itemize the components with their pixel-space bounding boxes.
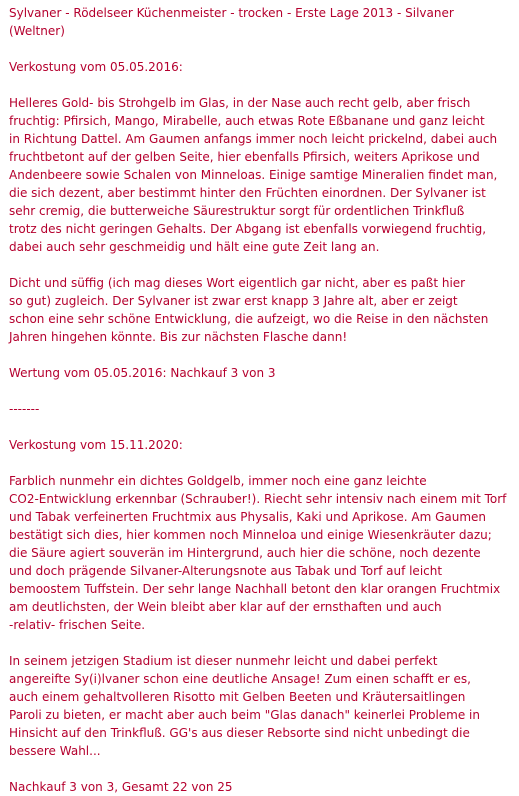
text-line: Dicht und süffig (ich mag dieses Wort eigentlich gar nicht, aber es paßt hier [9,276,466,290]
text-line: die sich dezent, aber bestimmt hinter den Früchten einordnen. Der Sylvaner ist [9,186,486,200]
wine-title-line: (Weltner) [9,24,65,38]
tasting-section-2016 [9,58,513,382]
tasting-paragraph [9,94,513,256]
text-line: fruchtig: Pfirsich, Mango, Mirabelle, auch etwas Rote Eßbanane und ganz leicht [9,114,485,128]
tasting-heading: Verkostung vom 05.05.2016: [9,60,183,74]
text-line: Farblich nunmehr ein dichtes Goldgelb, immer noch eine ganz leichte [9,474,427,488]
section-separator: ------- [9,402,40,416]
text-line: schon eine sehr schöne Entwicklung, die aufzeigt, wo die Reise in den nächsten [9,312,489,326]
text-line: in Richtung Dattel. Am Gaumen anfangs immer noch leicht prickelnd, dabei auch [9,132,498,146]
rating-line: Wertung vom 05.05.2016: Nachkauf 3 von 3 [9,366,276,380]
text-line: bessere Wahl... [9,744,101,758]
text-line: dabei auch sehr geschmeidig und hält eine gute Zeit lang an. [9,240,380,254]
blank-line [9,76,513,94]
text-line: In seinem jetzigen Stadium ist dieser nunmehr leicht und dabei perfekt [9,654,438,668]
text-line: auch einem gehaltvolleren Risotto mit Gelben Beeten und Kräutersaitlingen [9,690,466,704]
text-line: Jahren hingehen könnte. Bis zur nächsten Flasche dann! [9,330,348,344]
text-line: die Säure agiert souverän im Hintergrund, auch hier die schöne, noch dezente [9,546,481,560]
text-line: Paroli zu bieten, er macht aber auch beim "Glas danach" keinerlei Probleme in [9,708,480,722]
text-line: Helleres Gold- bis Strohgelb im Glas, in der Nase auch recht gelb, aber frisch [9,96,471,110]
tasting-paragraph [9,274,513,346]
blank-line [9,418,513,436]
tasting-section-2020 [9,436,513,796]
text-line: fruchtbetont auf der gelben Seite, hier ebenfalls Pfirsich, weiters Aprikose und [9,150,480,164]
tasting-heading: Verkostung vom 15.11.2020: [9,438,183,452]
text-line: am deutlichsten, der Wein bleibt aber klar auf der ernsthaften und auch [9,600,442,614]
tasting-paragraph [9,472,513,634]
rating-line: Nachkauf 3 von 3, Gesamt 22 von 25 [9,780,233,794]
text-line: bemoostem Tuffstein. Der sehr lange Nachhall betont den klar orangen Fruchtmix [9,582,501,596]
text-line: CO2-Entwicklung erkennbar (Schrauber!). Riecht sehr intensiv nach einem mit Torf [9,492,507,506]
blank-line [9,634,513,652]
blank-line [9,346,513,364]
text-line: trotz des nicht geringen Gehalts. Der Abgang ist ebenfalls vorwiegend fruchtig, [9,222,487,236]
blank-line [9,256,513,274]
text-line: angereifte Sy(i)lvaner schon eine deutliche Ansage! Zum einen schafft er es, [9,672,471,686]
blank-line [9,760,513,778]
text-line: -relativ- frischen Seite. [9,618,146,632]
tasting-paragraph [9,652,513,760]
text-line: bestätigt sich dies, hier kommen noch Minneloa und einige Wiesenkräuter dazu; [9,528,492,542]
blank-line [9,40,513,58]
text-line: Hinsicht auf den Trinkfluß. GG's aus dieser Rebsorte sind nicht unbedingt die [9,726,470,740]
wine-title-line: Sylvaner - Rödelseer Küchenmeister - trocken - Erste Lage 2013 - Silvaner [9,6,454,20]
text-line: so gut) zugleich. Der Sylvaner ist zwar erst knapp 3 Jahre alt, aber er zeigt [9,294,458,308]
text-line: sehr cremig, die butterweiche Säurestruktur sorgt für ordentlichen Trinkfluß [9,204,465,218]
text-line: Andenbeere sowie Schalen von Minneloas. Einige samtige Mineralien findet man, [9,168,498,182]
blank-line [9,382,513,400]
wine-title [9,4,513,40]
blank-line [9,454,513,472]
text-line: und doch prägende Silvaner-Alterungsnote aus Tabak und Torf auf leicht [9,564,443,578]
text-line: und Tabak verfeinerten Fruchtmix aus Physalis, Kaki und Aprikose. Am Gaumen [9,510,487,524]
